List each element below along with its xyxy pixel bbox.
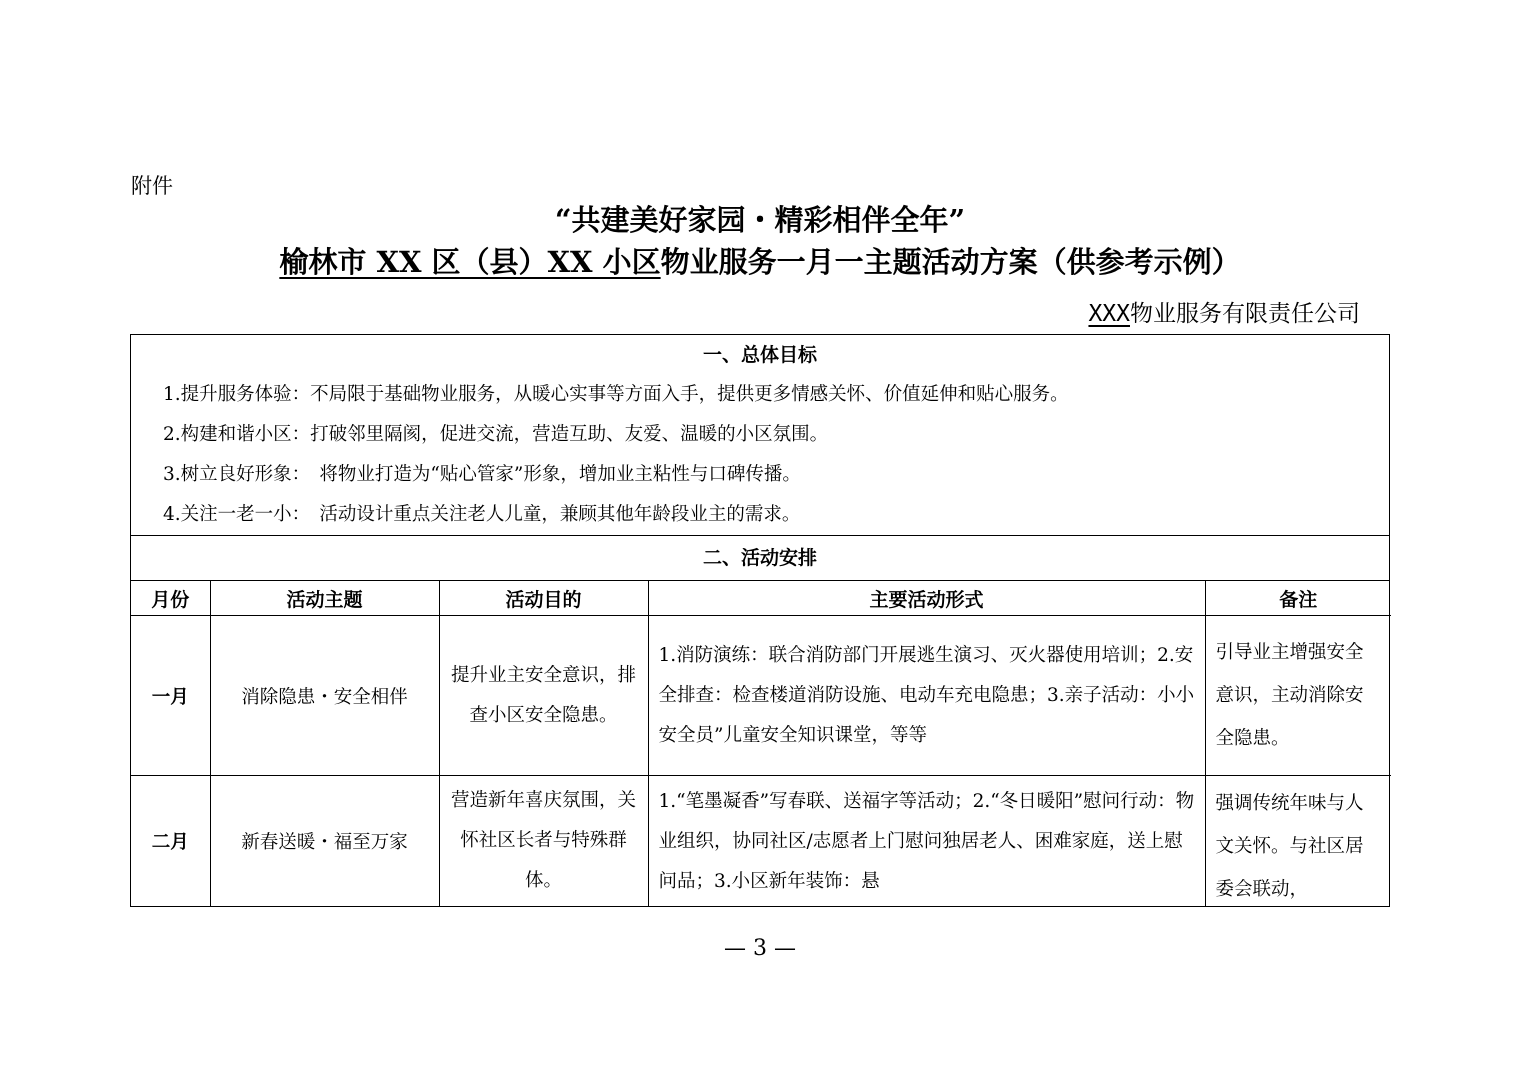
cell-theme: 新春送暖・福至万家: [210, 776, 439, 907]
title-underlined-part: 榆林市 XX 区（县）XX 小区: [279, 245, 661, 279]
attachment-label: 附件: [131, 174, 173, 198]
column-header-note: 备注: [1205, 581, 1391, 616]
cell-note: 引导业主增强安全意识，主动消除安全隐患。: [1205, 616, 1391, 776]
goal-item: 3.树立良好形象： 将物业打造为“贴心管家”形象，增加业主粘性与口碑传播。: [163, 464, 801, 485]
table-row: [131, 776, 1391, 907]
goal-item: 1.提升服务体验：不局限于基础物业服务，从暖心实事等方面入手，提供更多情感关怀、价值延伸和贴心服务。: [163, 384, 1069, 405]
cell-purpose: [439, 776, 648, 907]
table-row: [131, 616, 1391, 776]
column-header-purpose: 活动目的: [439, 581, 648, 616]
goal-item: 4.关注一老一小： 活动设计重点关注老人儿童，兼顾其他年龄段业主的需求。: [163, 504, 801, 525]
form-text: 1.“笔墨凝香”写春联、送福字等活动；2.“冬日暖阳”慰问行动：物业组织，协同社区/志愿者上门慰问独居老人、困难家庭，送上慰问品；3.小区新年装饰：悬: [658, 791, 1195, 892]
cell-purpose: 提升业主安全意识，排查小区安全隐患。: [439, 616, 648, 776]
overall-goals-section: [131, 335, 1389, 536]
column-header-theme: 活动主题: [210, 581, 439, 616]
company-placeholder: XXX: [1088, 301, 1130, 327]
section-heading-goals: 一、总体目标: [702, 344, 817, 366]
cell-form: [648, 776, 1205, 907]
goal-item: 2.构建和谐小区：打破邻里隔阂，促进交流，营造互助、友爱、温暖的小区氛围。: [163, 424, 829, 445]
company-name: [1088, 297, 1360, 331]
note-text: 强调传统年味与人文关怀。与社区居委会联动，: [1215, 793, 1364, 900]
plan-frame: [130, 334, 1390, 907]
document-title-line-2: [130, 240, 1390, 284]
cell-form: 1.消防演练：联合消防部门开展逃生演习、灭火器使用培训；2.安全排查：检查楼道消防设施、电动车充电隐患；3.亲子活动：小小安全员”儿童安全知识课堂，等等: [648, 616, 1205, 776]
cell-theme: 消除隐患・安全相伴: [210, 616, 439, 776]
document-title-line-1: “共建美好家园・精彩相伴全年”: [554, 203, 966, 237]
section-heading-schedule: 二、活动安排: [131, 536, 1389, 581]
column-header-month: 月份: [131, 581, 210, 616]
cell-month: 二月: [131, 776, 210, 907]
company-suffix: 物业服务有限责任公司: [1130, 301, 1360, 327]
activity-schedule-table: [131, 581, 1391, 906]
column-header-form: 主要活动形式: [648, 581, 1205, 616]
table-header-row: [131, 581, 1391, 616]
purpose-text: 营造新年喜庆氛围，关怀社区长者与特殊群体。: [450, 790, 636, 891]
cell-month: 一月: [131, 616, 210, 776]
title-rest-part: 物业服务一月一主题活动方案（供参考示例）: [660, 245, 1241, 279]
cell-note: [1205, 776, 1391, 907]
page-number: — 3 —: [724, 936, 796, 961]
